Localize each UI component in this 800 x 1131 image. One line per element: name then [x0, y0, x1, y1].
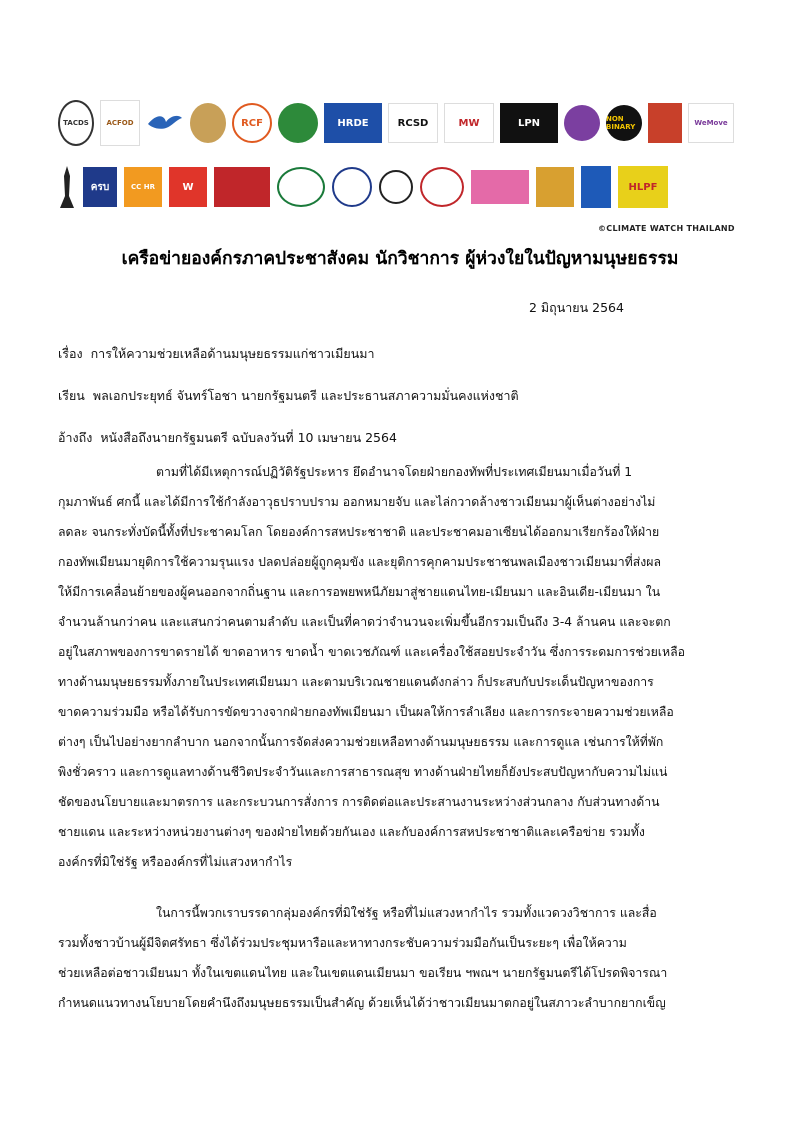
bird-circle-logo — [332, 167, 372, 207]
recipient-line — [58, 386, 519, 406]
tacds-logo-text: TACDS — [63, 119, 89, 127]
red-house-logo — [214, 167, 270, 207]
green-arc-logo — [277, 167, 325, 207]
reference-text: หนังสือถึงนายกรัฐมนตรี ฉบับลงวันที่ 10 เมษายน 2564 — [100, 430, 397, 445]
mw-logo-text: MW — [458, 117, 480, 129]
text-line: กำหนดแนวทางนโยบายโดยคำนึงถึงมนุษยธรรมเป็นสำคัญ ด้วยเห็นได้ว่าชาวเมียนมาตกอยู่ในสภาวะลำบากยากเข็ญ — [58, 996, 666, 1010]
map-logo — [648, 103, 682, 143]
text-line: จำนวนล้านกว่าคน และแสนกว่าคนตามลำดับ และเป็นที่คาดว่าจำนวนจะเพิ่มขึ้นอีกรวมเป็นถึง 3-4 ล้านคน และจะตก — [58, 615, 671, 629]
acfod-logo-text: ACFOD — [106, 119, 134, 127]
text-line: ทางด้านมนุษยธรรมทั้งภายในประเทศเมียนมา และตามบริเวณชายแดนดังกล่าว ก็ประสบกับประเด็นปัญหาของการ — [58, 675, 654, 689]
krab-logo-text: ครบ — [90, 181, 110, 193]
subject-line — [58, 344, 375, 364]
text-line: ลดละ จนกระทั่งบัดนี้ทั้งที่ประชาคมโลก โดยองค์การสหประชาชาติ และประชาคมอาเซียนได้ออกมาเรียกร้องให้ฝ่าย — [58, 525, 660, 539]
letter-heading: เครือข่ายองค์กรภาคประชาสังคม นักวิชาการ ผู้ห่วงใยในปัญหามนุษยธรรม — [121, 249, 679, 269]
reference-label: อ้างถึง — [58, 430, 93, 445]
monument-logo — [58, 166, 76, 208]
text-line: ชายแดน และระหว่างหน่วยงานต่างๆ ของฝ่ายไทยด้วยกันเอง และกับองค์การสหประชาชาติและเครือข่าย รวมทั้ง — [58, 825, 645, 839]
climate-watch-caption: ©CLIMATE WATCH THAILAND — [598, 224, 735, 233]
reference-line — [58, 428, 397, 448]
text-line: ในการนี้พวกเราบรรดากลุ่มองค์กรที่มิใช่รัฐ หรือที่ไม่แสวงหากำไร รวมทั้งแวดวงวิชาการ และสื่อ — [156, 906, 657, 920]
krab-logo — [83, 167, 117, 207]
text-line: กุมภาพันธ์ ศกนี้ และได้มีการใช้กำลังอาวุธปราบปราม ออกหมายจับ และไล่กวาดล้างชาวเมียนมาผู้เห็นต่างอย่างไม่ — [58, 495, 656, 509]
mw-logo — [444, 103, 494, 143]
cchr-logo — [124, 167, 162, 207]
text-line: กองทัพเมียนมายุติการใช้ความรุนแรง ปลดปล่อยผู้ถูกคุมขัง และยุติการคุกคามประชาชนพลเมืองชาวเมียนมาที่ส่งผล — [58, 555, 661, 569]
bird-logo — [146, 110, 184, 136]
w-logo-text: W — [182, 181, 194, 193]
text-line: พิงชั่วคราว และการดูแลทางด้านชีวิตประจำวันและการสาธารณสุข ทางด้านฝ่ายไทยก็ยังประสบปัญหากับความไม่แน่ — [58, 765, 668, 779]
red-flower-logo — [420, 167, 464, 207]
logo-row-top — [58, 100, 734, 146]
letter-date: 2 มิถุนายน 2564 — [529, 300, 624, 315]
tacds-logo — [58, 100, 94, 146]
nonbinary-logo — [606, 105, 642, 141]
hlpf-logo-text: HLPF — [628, 181, 658, 193]
hlpf-logo — [618, 166, 668, 208]
recipient-text: พลเอกประยุทธ์ จันทร์โอชา นายกรัฐมนตรี และประธานสภาความมั่นคงแห่งชาติ — [92, 388, 519, 403]
recipient-label: เรียน — [58, 388, 85, 403]
rcf-logo-text: RCF — [241, 117, 263, 129]
text-line: ให้มีการเคลื่อนย้ายของผู้คนออกจากถิ่นฐาน และการอพยพหนีภัยมาสู่ชายแดนไทย-เมียนมา และอินเดีย-เมียนมา ใน — [58, 585, 661, 599]
purple-circle-logo — [564, 105, 600, 141]
rcsd-logo — [388, 103, 438, 143]
lpn-logo-text: LPN — [517, 117, 541, 129]
w-logo — [169, 167, 207, 207]
text-line: ช่วยเหลือต่อชาวเมียนมา ทั้งในเขตแดนไทย และในเขตแดนเมียนมา ขอเรียน ฯพณฯ นายกรัฐมนตรีได้โปรดพิจารณา — [58, 966, 668, 980]
seal-logo — [190, 103, 226, 143]
wemove-logo — [688, 103, 734, 143]
paragraph-1 — [58, 457, 742, 877]
paragraph-2 — [58, 898, 742, 1018]
lpn-logo — [500, 103, 558, 143]
hrde-logo — [324, 103, 382, 143]
rcsd-logo-text: RCSD — [397, 117, 429, 129]
round-seal-logo — [278, 103, 318, 143]
subject-label: เรื่อง — [58, 346, 83, 361]
text-line: องค์กรที่มิใช่รัฐ หรือองค์กรที่ไม่แสวงหากำไร — [58, 855, 293, 869]
text-line: ตามที่ได้มีเหตุการณ์ปฏิวัติรัฐประหาร ยึดอำนาจโดยฝ่ายกองทัพที่ประเทศเมียนมาเมื่อวันที่ 1 — [156, 465, 633, 479]
subject-text: การให้ความช่วยเหลือด้านมนุษยธรรมแก่ชาวเมียนมา — [90, 346, 375, 361]
hrde-logo-text: HRDE — [337, 117, 369, 129]
text-line: ต่างๆ เป็นไปอย่างยากลำบาก นอกจากนั้นการจัดส่งความช่วยเหลือทางด้านมนุษยธรรม และการดูแล เช่นการให้ที่พัก — [58, 735, 664, 749]
cchr-logo-text: CC HR — [131, 183, 155, 191]
people-logo — [379, 170, 413, 204]
text-line: อยู่ในสภาพของการขาดรายได้ ขาดอาหาร ขาดน้ำ ขาดเวชภัณฑ์ และเครื่องใช้สอยประจำวัน ซึ่งการระดมการช่วยเหลือ — [58, 645, 686, 659]
logo-row-bottom — [58, 166, 668, 208]
pink-logo — [471, 170, 529, 204]
wemove-logo-text: WeMove — [694, 119, 728, 127]
flame-logo — [581, 166, 611, 208]
text-line: ชัดของนโยบายและมาตรการ และกระบวนการสั่งการ การติดต่อและประสานงานระหว่างส่วนกลาง กับส่วนทางด้าน — [58, 795, 660, 809]
rcf-logo — [232, 103, 272, 143]
text-line: ขาดความร่วมมือ หรือได้รับการขัดขวางจากฝ่ายกองทัพเมียนมา เป็นผลให้การลำเลียง และการกระจายความช่วยเหลือ — [58, 705, 674, 719]
text-line: รวมทั้งชาวบ้านผู้มีจิตศรัทธา ซึ่งได้ร่วมประชุมหารือและหาทางกระชับความร่วมมือกันเป็นระยะๆ เพื่อให้ความ — [58, 936, 627, 950]
hut-logo — [536, 167, 574, 207]
nonbinary-logo-text: NON BINARY — [606, 115, 636, 131]
acfod-logo — [100, 100, 140, 146]
